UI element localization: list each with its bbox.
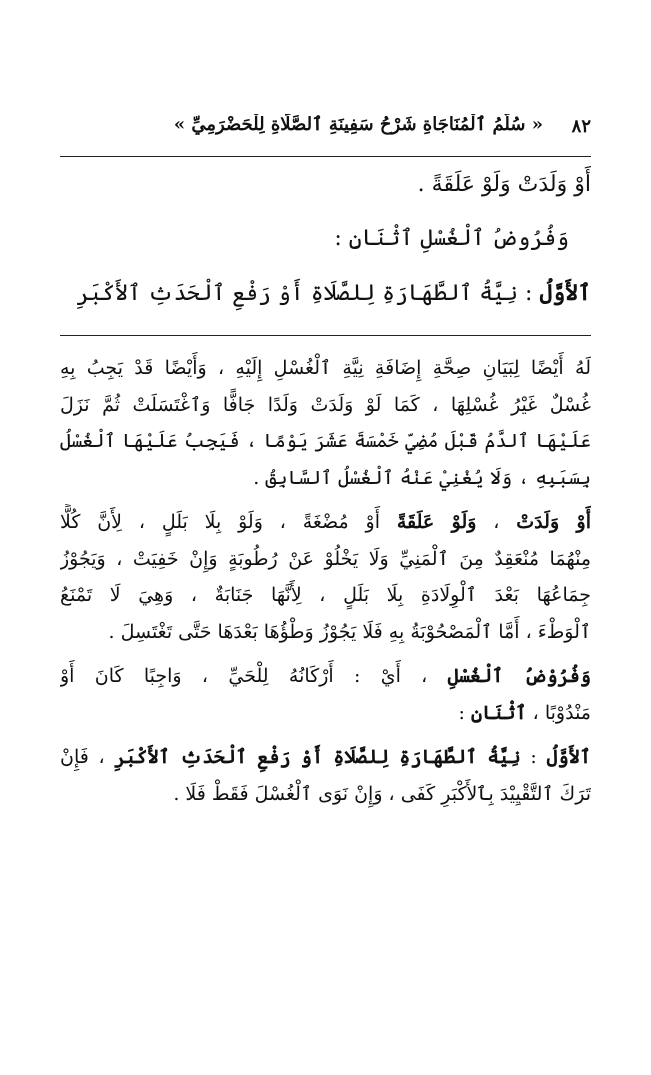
quoted-matn: وَلَوْ عَلَقَةً xyxy=(396,511,477,533)
text-span: ، أَيْ : أَرْكَانُهُ لِلْحَيِّ ، وَاجِبًا كَانَ أَوْ xyxy=(60,665,448,687)
matn-first-label: ٱلأَوَّلُ xyxy=(539,280,591,306)
text-line xyxy=(60,695,591,732)
text-line: عَلَيْهَا ٱلدَّمُ قَبْلَ مُضِيِّ خَمْسَةَ عَشَرَ يَوْمًا ، فَيَجِبُ عَلَيْهَا ٱلْغُسْلُ xyxy=(60,430,591,452)
matn-line-1: أَوْ وَلَدَتْ وَلَوْ عَلَقَةً . xyxy=(417,172,591,197)
text-line: بِسَبَبِهِ ، وَلَا يُغْنِيْ عَنْهُ ٱلْغُسْلُ ٱلسَّابِقُ . xyxy=(253,466,591,489)
quoted-matn: وَفُرُوْضُ ٱلْغُسْلِ xyxy=(447,665,591,687)
text-line xyxy=(60,739,591,776)
text-span: : xyxy=(520,746,547,768)
matn-line-3-text: : نِيَّةُ ٱلطَّهَارَةِ لِلصَّلَاةِ أَوْ رَفْعِ ٱلْحَدَثِ ٱلأَكْبَرِ xyxy=(76,281,540,306)
commentary-paragraph-2 xyxy=(60,504,591,650)
quoted-matn: ٱثْنَانِ xyxy=(470,701,527,724)
text-line: مِنْهُمَا مُنْعَقِدٌ مِنَ ٱلْمَنِيِّ وَلَا يَخْلُوْ عَنْ رُطُوبَةٍ وَإِنْ خَفِيَتْ ، وَيَجُوْزُ xyxy=(60,547,591,570)
text-span: مَنْدُوْبًا ، xyxy=(526,701,591,724)
text-span: : xyxy=(458,701,471,724)
page-number: ٨٢ xyxy=(571,116,591,137)
commentary-paragraph-3 xyxy=(60,658,591,731)
matn-divider xyxy=(60,335,591,336)
commentary-paragraph-4 xyxy=(60,739,591,812)
quoted-matn: أَوْ وَلَدَتْ xyxy=(516,511,591,533)
text-span: ، xyxy=(476,511,517,533)
text-line xyxy=(60,504,591,541)
header-divider xyxy=(60,156,591,157)
running-title: « سُلَّمُ ٱلْمُنَاجَاةِ شَرْحُ سَفِينَةِ ٱلصَّلَاةِ لِلْحَضْرَمِيِّ » xyxy=(173,114,543,135)
text-span: ، فَإِنْ xyxy=(60,746,115,768)
text-line: ٱلْوَطْءَ ، أَمَّا ٱلْمَصْحُوْبَةُ بِهِ فَلَا يَجُوْزُ وَطْؤُهَا بَعْدَهَا حَتَّى تَغْتَسِلَ . xyxy=(108,620,591,643)
matn-text xyxy=(60,158,591,320)
quoted-matn: ٱلأَوَّلُ xyxy=(546,746,591,768)
text-span: أَوْ مُضْغَةً ، وَلَوْ بِلَا بَلَلٍ ، لِأَنَّ كُلًّا xyxy=(60,511,397,533)
commentary-paragraph-1 xyxy=(60,350,591,496)
text-line xyxy=(60,658,591,695)
text-line: جِمَاعُهَا بَعْدَ ٱلْوِلَادَةِ بِلَا بَلَلٍ ، لِأَنَّهَا جَنَابَةٌ ، وَهِيَ لَا تَمْنَعُ xyxy=(60,584,591,606)
text-line: غُسْلٌ غَيْرُ غُسْلِهَا ، كَمَا لَوْ وَلَدَتْ وَلَدًا جَافًّا وَٱغْتَسَلَتْ ثُمَّ نَزَلَ xyxy=(60,393,591,416)
matn-line-2: وَفُرُوضُ ٱلْغُسْلِ ٱثْنَانِ : xyxy=(334,226,569,251)
quoted-matn: نِيَّةُ ٱلطَّهَارَةِ لِلصَّلَاةِ أَوْ رَفْعِ ٱلْحَدَثِ ٱلأَكْبَرِ xyxy=(114,746,521,768)
commentary xyxy=(60,350,591,820)
text-line: لَهُ أَيْضًا لِبَيَانِ صِحَّةِ إِضَافَةِ نِيَّةِ ٱلْغُسْلِ إِلَيْهِ ، وَأَيْضًا قَدْ يَجِبُ بِهِ xyxy=(60,357,591,379)
text-line: تَرَكَ ٱلتَّقْيِيْدَ بِٱلأَكْبَرِ كَفَى ، وَإِنْ نَوَى ٱلْغُسْلَ فَقَطْ فَلَا . xyxy=(173,782,591,805)
page-header xyxy=(60,112,591,152)
matn-line-3 xyxy=(60,266,591,320)
